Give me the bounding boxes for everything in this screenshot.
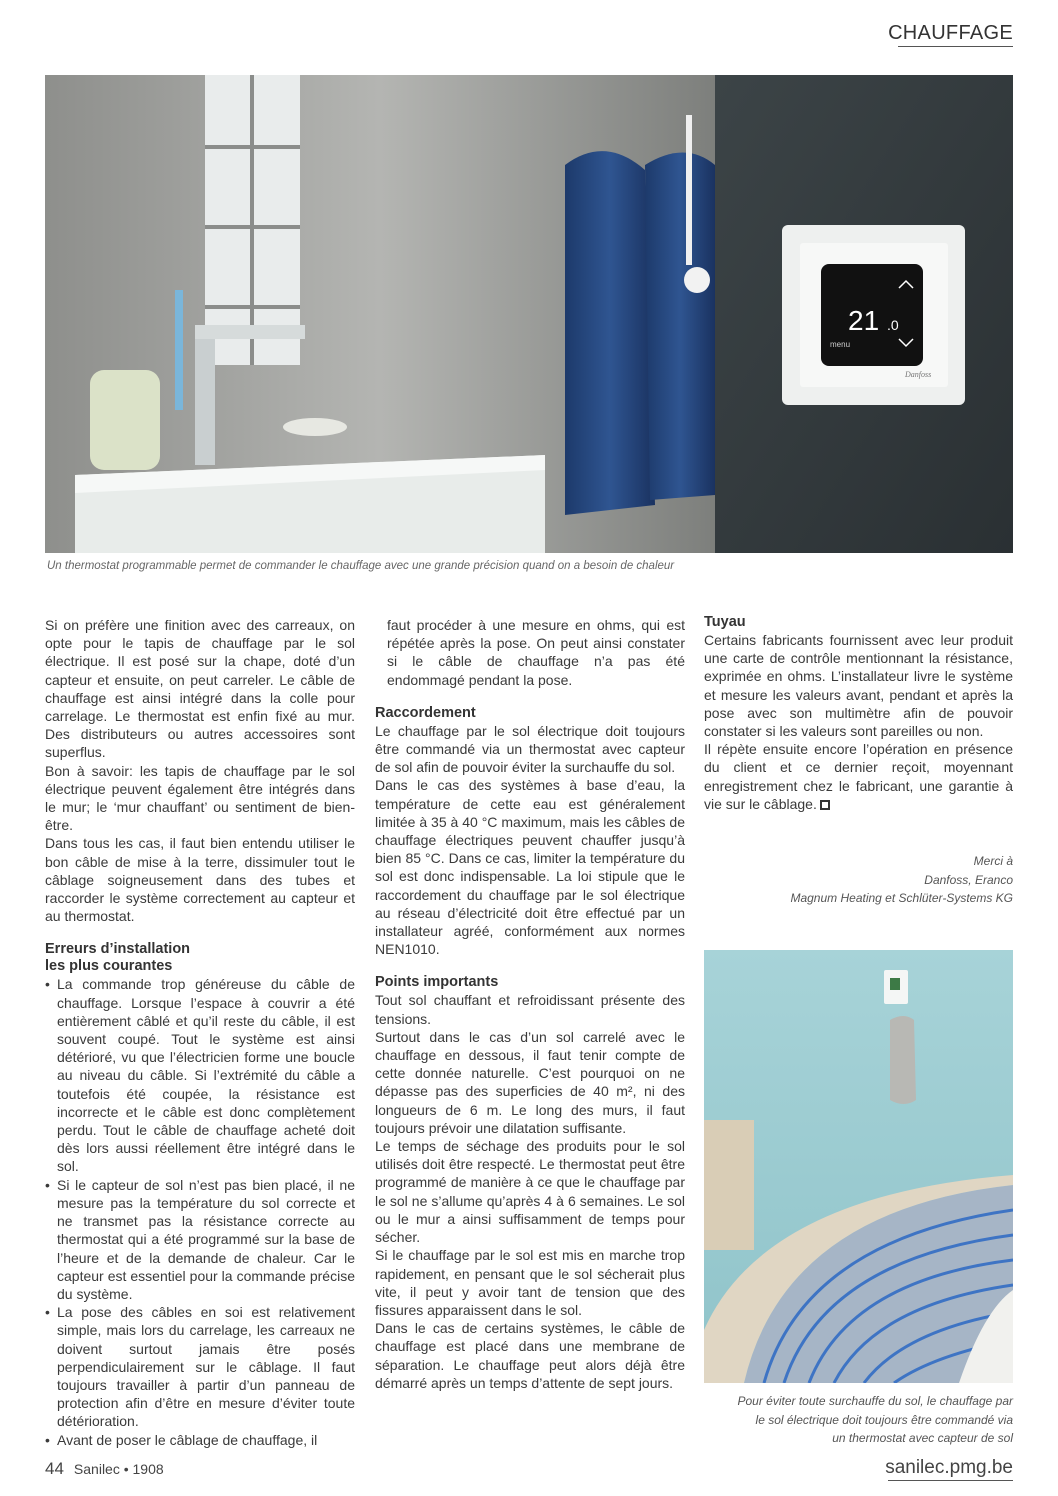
- thermostat-brand-logo: Danfoss: [905, 370, 932, 379]
- paragraph: Le chauffage par le sol électrique doit toujours être commandé via un thermostat avec capteur de sol afin de pouvoir éviter la surchauffe du sol.: [375, 722, 685, 776]
- paragraph: Si le chauffage par le sol est mis en marche trop rapidement, en pensant que le sol sécherait plus vite, il peut y avoir tant de tension que des fissures apparaissent dans le sol.: [375, 1247, 685, 1318]
- heading-tuyau: Tuyau: [704, 614, 746, 630]
- floor-heating-illustration: [704, 950, 1013, 1383]
- paragraph: Tout sol chauffant et refroidissant présente des tensions.: [375, 992, 685, 1027]
- heading-raccordement: Raccordement: [375, 704, 476, 721]
- page-number: 44: [45, 1459, 64, 1478]
- paragraph: Le temps de séchage des produits pour le sol utilisés doit être respecté. Le thermostat peut être programmé de manière à ce que le chauffage par le sol ne s’allume qu’après 4 à 6 semaines. Le sol ou le mur a ainsi suffisamment de temps pour sécher.: [375, 1138, 685, 1246]
- hero-illustration: [45, 75, 1013, 553]
- website-link[interactable]: sanilec.pmg.be: [885, 1457, 1013, 1478]
- heading-points-importants: Points importants: [375, 974, 499, 991]
- hero-caption: Un thermostat programmable permet de commander le chauffage avec une grande précision quand on a besoin de chaleur: [47, 560, 675, 572]
- section-title-underline: [898, 46, 1013, 47]
- column-1: [45, 616, 355, 1449]
- footer-underline: [888, 1480, 1013, 1481]
- paragraph: Surtout dans le cas d’un sol carrelé avec le chauffage en dessous, il faut tenir compte de cette donnée naturelle. C’est pourquoi on ne dépasse pas des superficies de 40 m², ni des longueurs de 6 m. Le long des murs, il faut toujours prévoir une dilatation suffisante.: [375, 1028, 685, 1136]
- paragraph: Dans le cas des systèmes à base d’eau, la température de cette eau est généralement limitée à 35 à 40 °C maximum, mais les câbles de chauffage électriques peuvent chauffer jusqu’à bien 85 °C. Dans ce cas, limiter la température du sol est donc indispensable. La loi stipule que le raccordement du chauffage par le sol électrique au réseau d’électricité doit être effectué par un installateur agréé, conformément aux normes NEN1010.: [375, 777, 685, 958]
- heading-line-2: les plus courantes: [45, 958, 173, 975]
- caption-line: un thermostat avec capteur de sol: [832, 1431, 1013, 1445]
- list-item: • Si le capteur de sol n’est pas bien placé, il ne mesure pas la température du sol correcte et ne transmet pas la résistance correcte au thermostat qui a été programmé sur la base de l’heure et de la demande de chaleur. Car le capteur est essentiel pour la commande précise du système.: [45, 1176, 355, 1303]
- paragraph-continued: faut procéder à une mesure en ohms, qui est répétée après la pose. On peut ainsi constater si le câble de chauffage n’a pas été endommagé pendant la pose.: [387, 617, 685, 688]
- paragraph: [704, 740, 1013, 813]
- heading-line-1: Erreurs d’installation: [45, 941, 191, 958]
- thermostat-menu-label: menu: [830, 340, 851, 349]
- acknowledgements: [704, 852, 1013, 908]
- heading-installation-errors: [45, 941, 355, 975]
- paragraph: Dans tous les cas, il faut bien entendu utiliser le bon câble de mise à la terre, dissimuler tout le câblage soigneusement dans des tubes et raccorder le système correctement au capteur et au thermostat.: [45, 835, 355, 925]
- paragraph: Si on préfère une finition avec des carreaux, on opte pour le tapis de chauffage par le sol électrique. Il est posé sur la chape, doté d’un capteur et ensuite, on peut carreler. Le câble de chauffage est ainsi intégré dans la colle pour carrelage. Le thermostat est enfin fixé au mur. Des distributeurs ou autres accessoires sont superflus.: [45, 617, 355, 761]
- section-title: CHAUFFAGE: [888, 22, 1013, 44]
- footer-left: [45, 1459, 164, 1479]
- thanks-line: Magnum Heating et Schlüter-Systems KG: [790, 891, 1013, 905]
- thanks-line: Merci à: [973, 854, 1013, 868]
- paragraph: Dans le cas de certains systèmes, le câble de chauffage est placé dans une membrane de séparation. Le chauffage peut alors déjà être démarré après un temps d’attente de sept jours.: [375, 1320, 685, 1391]
- magazine-issue: Sanilec • 1908: [73, 1461, 164, 1477]
- floor-heating-photo: [704, 950, 1013, 1383]
- caption-line: Pour éviter toute surchauffe du sol, le chauffage par: [737, 1394, 1013, 1408]
- thanks-line: Danfoss, Eranco: [924, 872, 1013, 887]
- end-mark-icon: [820, 800, 830, 810]
- column-3: [704, 614, 1013, 813]
- column-2: [375, 616, 685, 1392]
- paragraph-text: Il répète ensuite encore l’opération en présence du client et ce dernier reçoit, moyennant enregistrement chez le fabricant, une garantie à vie sur le câblage.: [704, 741, 1013, 812]
- list-item: • Avant de poser le câblage de chauffage, il: [45, 1431, 355, 1449]
- list-item: • La commande trop généreuse du câble de chauffage. Lorsque l’espace à couvrir a été entièrement câblé et qu’il reste du câble, il est souvent coupé. Tout le système est ainsi détérioré, vu que l’électricien forme une boucle au niveau du câble. Si l’extrémité du câble a toutefois été coupée, la résistance est incorrecte et le câble est donc complètement perdu. Tout le câble de chauffage acheté doit dès lors aussi réellement être intégré dans le sol.: [45, 975, 355, 1175]
- side-photo-caption: [704, 1392, 1013, 1448]
- thermostat-decimal: .0: [887, 317, 899, 333]
- hero-photo: [45, 75, 1013, 553]
- thermostat-temperature: 21: [848, 305, 880, 336]
- errors-list: [45, 975, 355, 1448]
- caption-line: le sol électrique doit toujours être commandé via: [755, 1412, 1013, 1427]
- paragraph: Bon à savoir: les tapis de chauffage par le sol électrique peuvent également être intégrés dans le mur; le ‘mur chauffant’ ou sentiment de bien-être.: [45, 762, 355, 834]
- list-item: • La pose des câbles en soi est relativement simple, mais lors du carrelage, les carreaux ne doivent surtout jamais être posés perpendiculairement sur le câblage. Il faut toujours travailler à partir d’un panneau de protection afin d’être en mesure d’éviter toute détérioration.: [45, 1303, 355, 1430]
- paragraph: Certains fabricants fournissent avec leur produit une carte de contrôle mentionnant la résistance, exprimée en ohms. L’installateur livre le système et mesure les valeurs avant, pendant et après la pose avec son multimètre afin de pouvoir constater si les valeurs sont pareilles ou non.: [704, 632, 1013, 740]
